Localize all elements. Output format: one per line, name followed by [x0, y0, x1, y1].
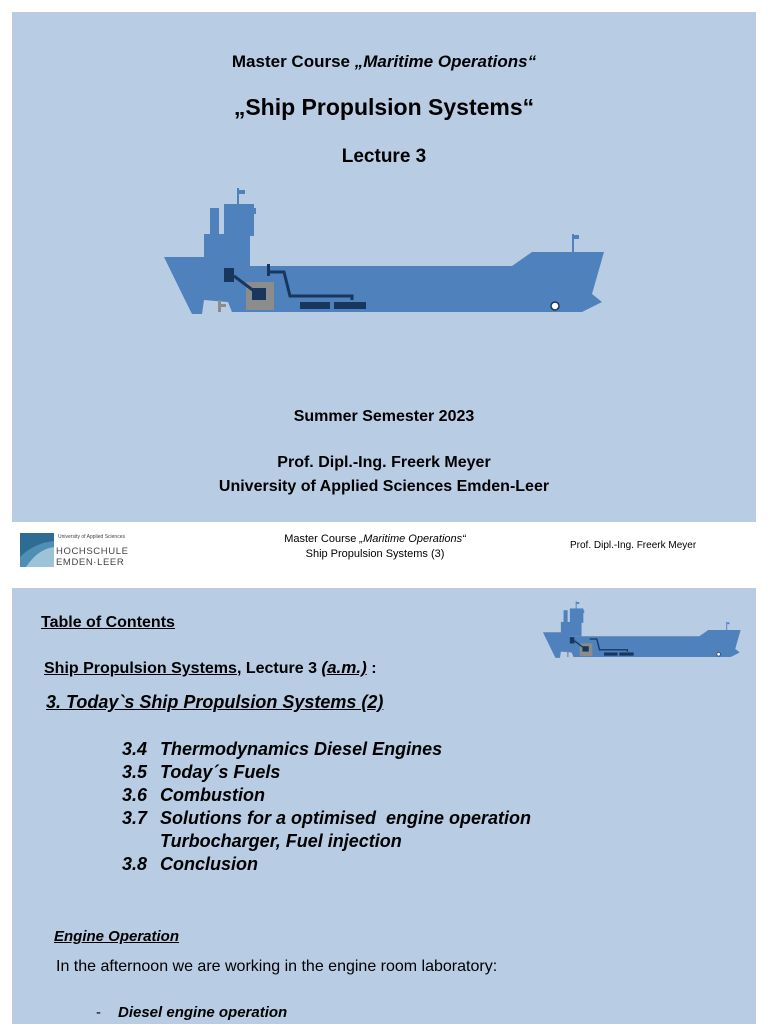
- contents-slide: [12, 588, 756, 1024]
- afternoon-text: In the afternoon we are working in the engine room laboratory:: [56, 958, 498, 975]
- bridge: [224, 204, 254, 236]
- footer-subtitle: Ship Propulsion Systems (3): [305, 548, 445, 560]
- footer-course-name: „Maritime Operations“: [359, 533, 466, 545]
- list-item: 3.5 Today´s Fuels: [122, 762, 281, 782]
- sps-link: Ship Propulsion Systems: [44, 660, 237, 677]
- toc-title: Table of Contents: [41, 614, 175, 631]
- course-name: „Maritime Operations“: [354, 52, 537, 71]
- list-item: 3.7 Solutions for a optimised engine operation: [122, 808, 532, 828]
- course-prefix: Master Course: [231, 52, 355, 71]
- ship-illustration-small: [542, 598, 742, 662]
- semester: Summer Semester 2023: [293, 408, 475, 425]
- professor-name: Prof. Dipl.-Ing. Freerk Meyer: [277, 454, 491, 471]
- lecture-number: Lecture 3: [341, 146, 427, 167]
- university-logo: [20, 533, 132, 577]
- logo-line-1: HOCHSCHULE: [56, 546, 129, 557]
- ship-illustration: [162, 182, 607, 322]
- section-heading: 3. Today`s Ship Propulsion Systems (2): [46, 692, 384, 712]
- fuel-tank: [300, 302, 330, 309]
- footer-professor: Prof. Dipl.-Ing. Freerk Meyer: [570, 540, 697, 551]
- fuel-tank: [334, 302, 366, 309]
- logo-tagline: University of Applied Sciences: [58, 534, 125, 540]
- course-line: [12, 52, 756, 72]
- am-label: (a.m.): [321, 658, 367, 677]
- footer-course-info: [225, 532, 525, 562]
- title-slide: [12, 12, 756, 522]
- funnel: [210, 208, 219, 236]
- exhaust-box: [224, 268, 234, 282]
- bullet-item: - Diesel engine operation: [96, 1004, 288, 1021]
- list-item: Turbocharger, Fuel injection: [160, 831, 402, 851]
- superstructure: [204, 234, 250, 266]
- lecture-line: Ship Propulsion Systems, Lecture 3 (a.m.) :: [44, 658, 377, 677]
- university-name: University of Applied Sciences Emden-Leer: [218, 478, 550, 495]
- toc-items: [122, 738, 531, 876]
- logo-emblem-icon: [20, 533, 54, 567]
- engine-operation-heading: Engine Operation: [54, 928, 180, 945]
- bow-mast: [572, 234, 574, 254]
- list-item: 3.6 Combustion: [122, 785, 265, 805]
- list-item: 3.8 Conclusion: [122, 854, 258, 874]
- footer-course-prefix: Master Course: [284, 533, 360, 545]
- list-item: 3.4 Thermodynamics Diesel Engines: [122, 739, 443, 759]
- porthole: [551, 302, 559, 310]
- page-footer: [0, 522, 768, 588]
- lecture-title: „Ship Propulsion Systems“: [233, 94, 535, 120]
- logo-line-2: EMDEN·LEER: [56, 557, 125, 568]
- mast: [237, 188, 239, 206]
